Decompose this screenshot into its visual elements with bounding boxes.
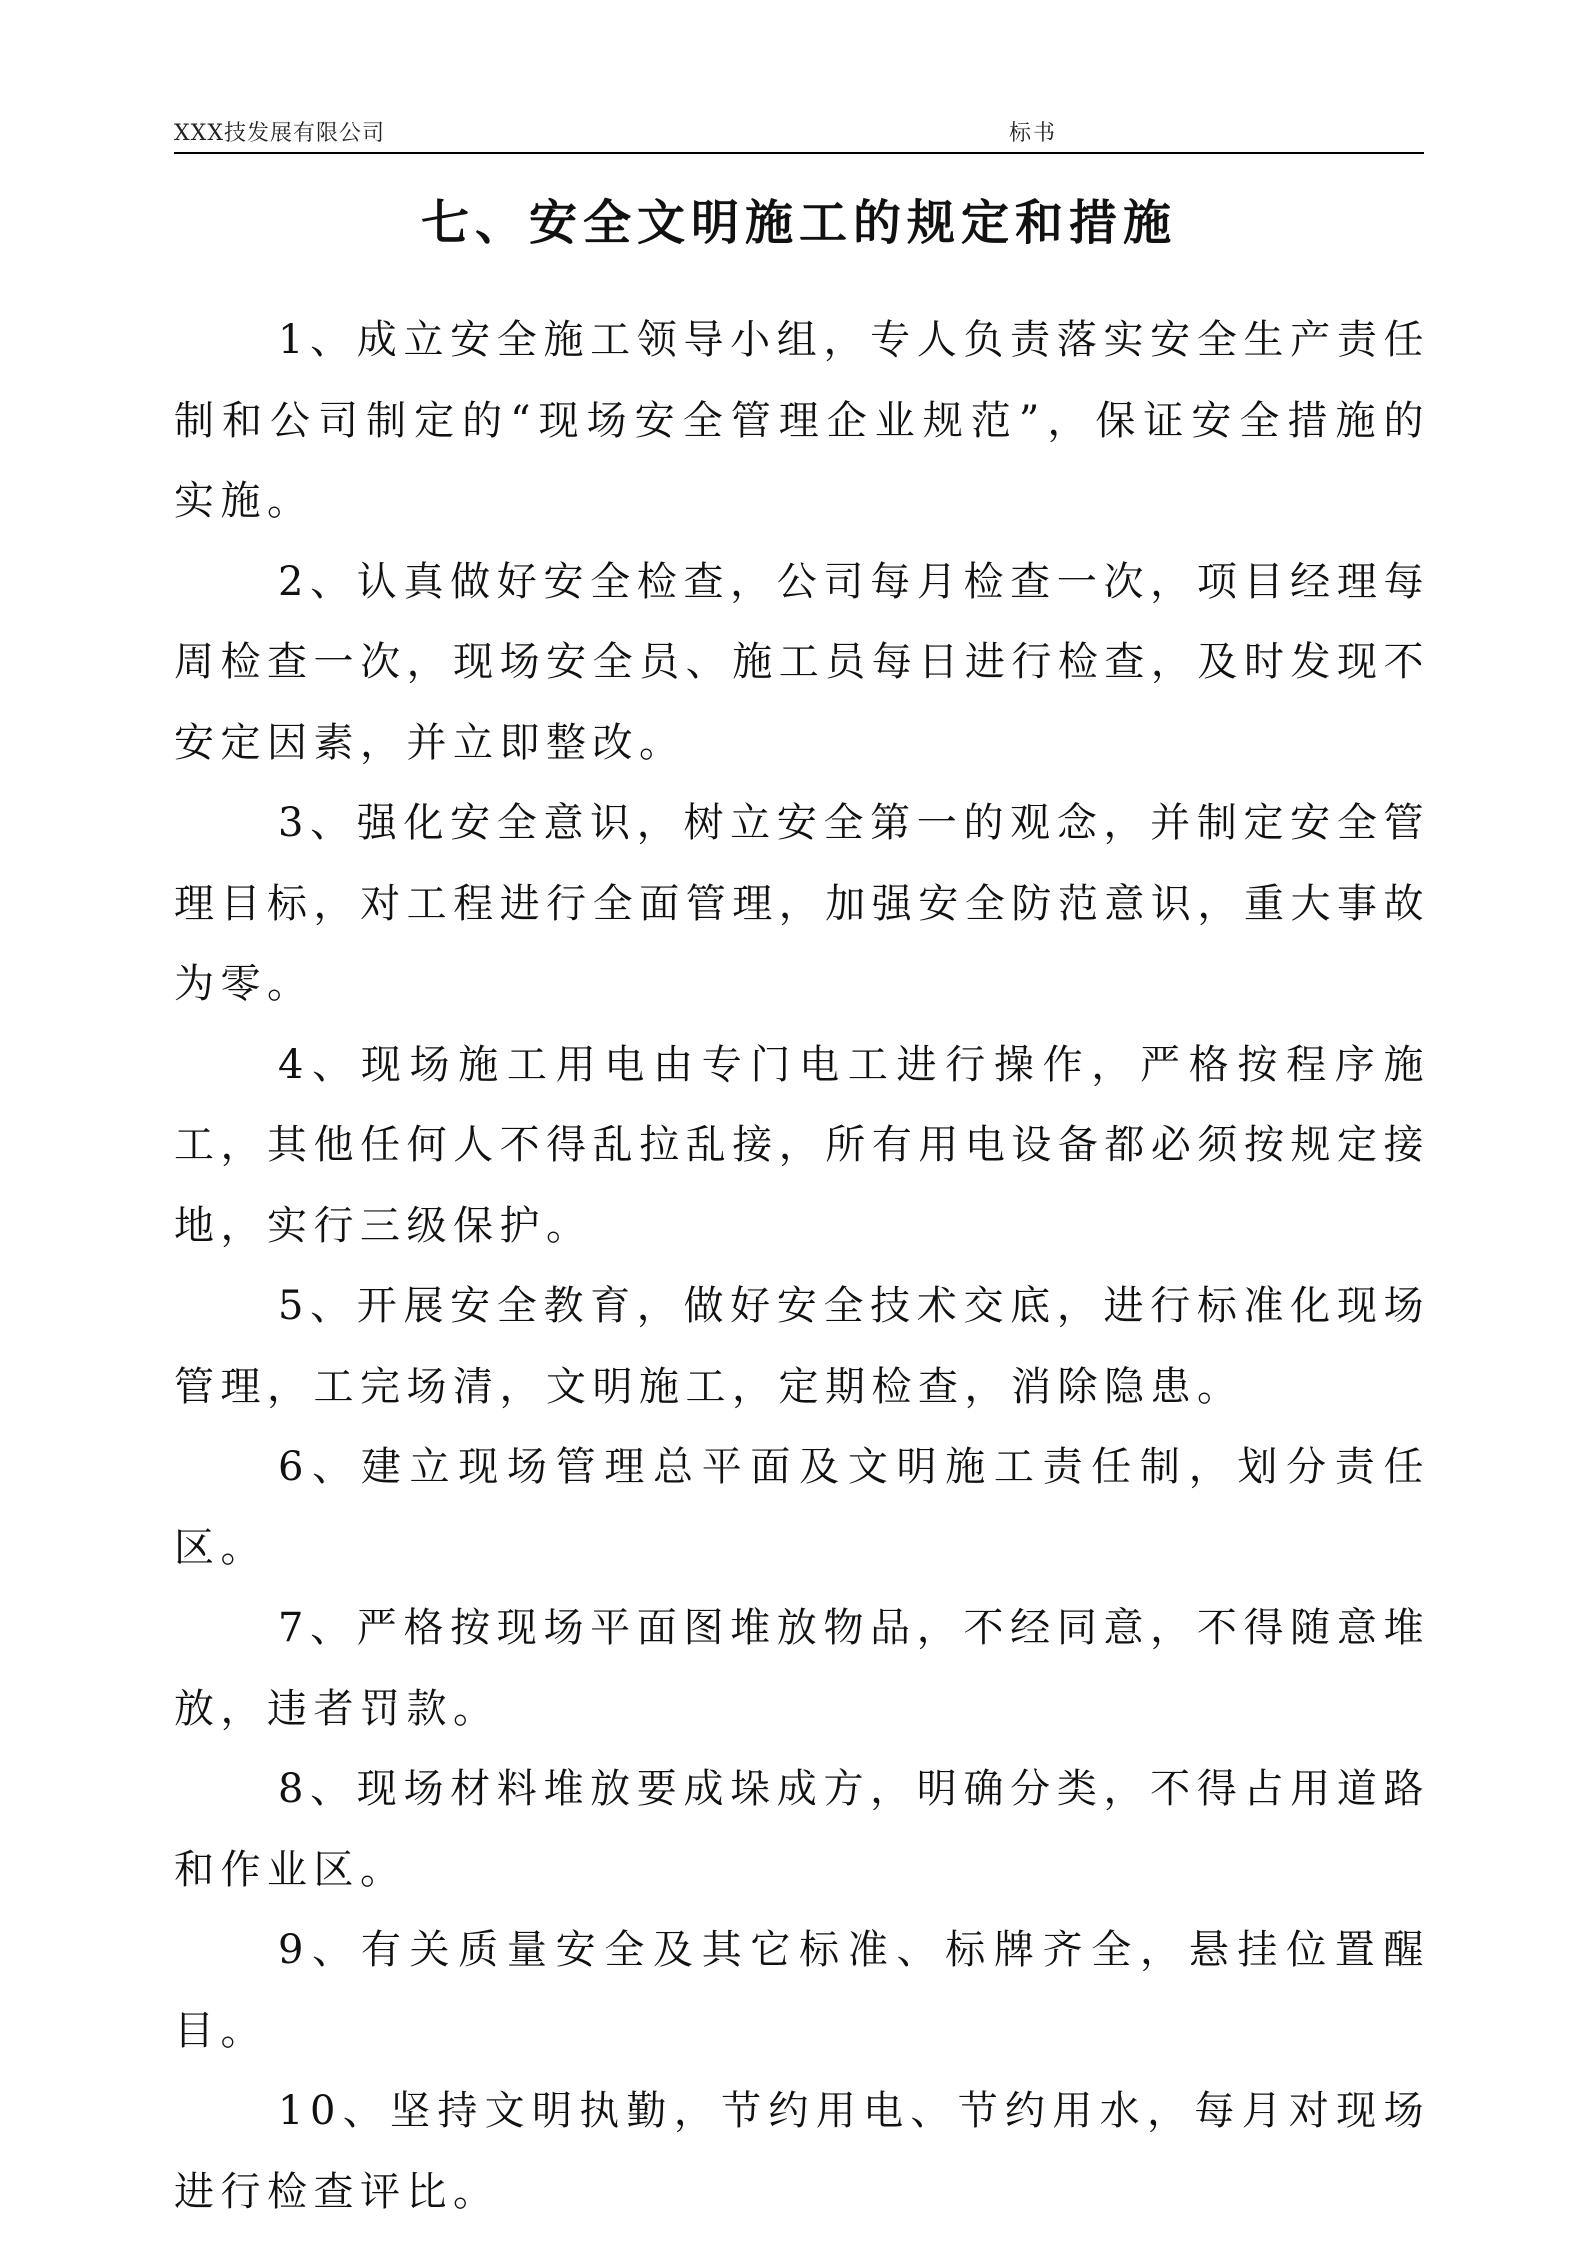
paragraph-9: 9、有关质量安全及其它标准、标牌齐全，悬挂位置醒目。 (174, 1927, 1430, 2054)
paragraph-3: 3、强化安全意识，树立安全第一的观念，并制定安全管理目标，对工程进行全面管理，加强安全防范意识，重大事故为零。 (174, 800, 1430, 1007)
paragraph-7: 7、严格按现场平面图堆放物品，不经同意，不得随意堆放，违者罚款。 (174, 1605, 1430, 1732)
page-header (174, 112, 1424, 154)
section-title: 七、安全文明施工的规定和措施 (420, 195, 1177, 251)
paragraph-2: 2、认真做好安全检查，公司每月检查一次，项目经理每周检查一次，现场安全员、施工员每日进行检查，及时发现不安定因素，并立即整改。 (174, 558, 1430, 766)
paragraph-5: 5、开展安全教育，做好安全技术交底，进行标准化现场管理，工完场清，文明施工，定期检查，消除隐患。 (174, 1283, 1430, 1410)
paragraph-8: 8、现场材料堆放要成垛成方，明确分类，不得占用道路和作业区。 (174, 1766, 1430, 1893)
paragraph-1: 1、成立安全施工领导小组，专人负责落实安全生产责任制和公司制定的“现场安全管理企业规范”，保证安全措施的实施。 (174, 317, 1430, 524)
document-body (174, 300, 1430, 2232)
paragraph-10: 10、坚持文明执勤，节约用电、节约用水，每月对现场进行检查评比。 (174, 2088, 1430, 2215)
header-document-type: 标书 (1009, 121, 1058, 146)
paragraph-6: 6、建立现场管理总平面及文明施工责任制，划分责任区。 (174, 1444, 1430, 1571)
header-company-name: XXX技发展有限公司 (174, 121, 385, 146)
paragraph-4: 4、现场施工用电由专门电工进行操作，严格按程序施工，其他任何人不得乱拉乱接，所有用电设备都必须按规定接地，实行三级保护。 (174, 1041, 1430, 1249)
